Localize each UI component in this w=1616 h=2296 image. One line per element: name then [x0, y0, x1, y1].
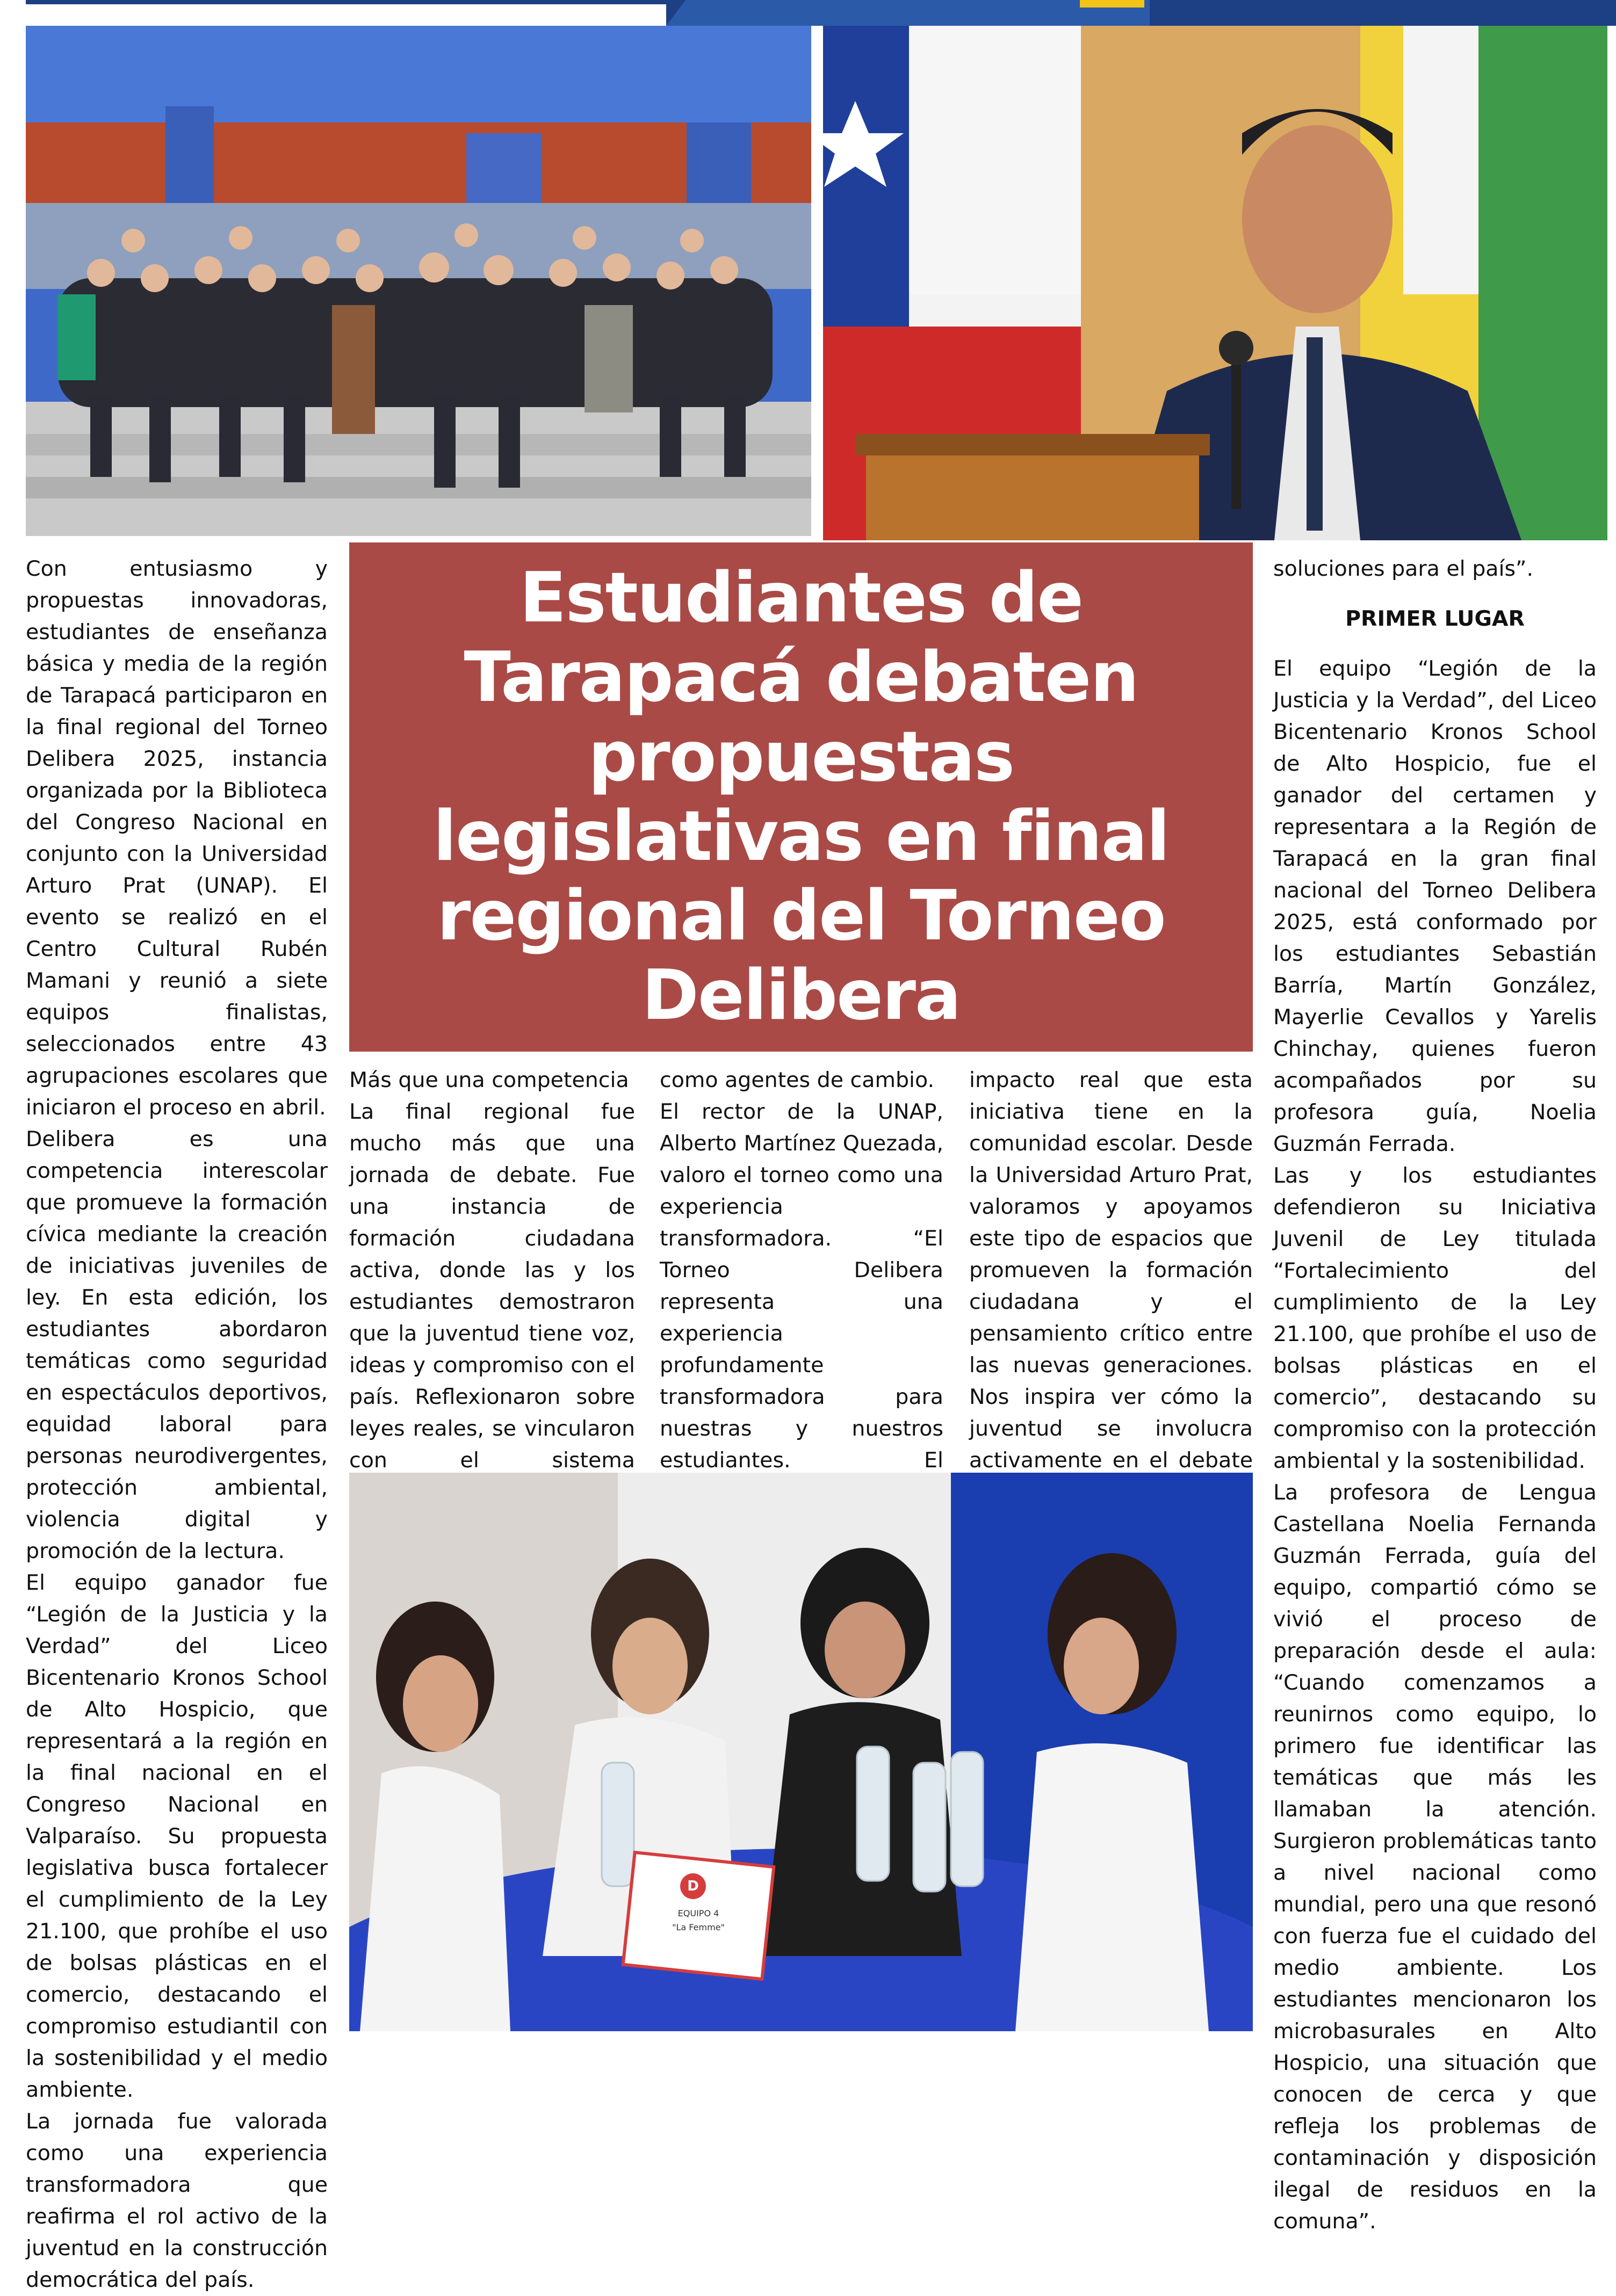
speaker-photo [823, 26, 1607, 540]
page-title: Estudiantes de Tarapacá debaten propuestas legislativas en final regional del Torneo Delibera [433, 558, 1169, 1035]
header-yellow-accent [1080, 0, 1144, 8]
paragraph: Con entusiasmo y propuestas innovadoras, estudiantes de enseñanza básica y media de la región de Tarapacá participaron en la final regional del Torneo Delibera 2025, instancia organizada por la Biblioteca del Congreso Nacional en conjunto con la Universidad Arturo Prat (UNAP). El evento se realizó en el Centro Cultural Rubén Mamani y reunió a siete equipos finalistas, seleccionados entre 43 agrupaciones escolares que iniciaron el proceso en abril. [26, 556, 328, 1120]
header-rule [26, 0, 670, 4]
paragraph: soluciones para el país”. [1273, 556, 1534, 581]
article-column-1 [26, 553, 328, 2296]
students-photo [349, 1473, 1253, 2031]
table-card-team: EQUIPO 4 [677, 1908, 719, 1918]
article-column-4 [969, 1064, 1253, 1508]
paragraph: La profesora de Lengua Castellana Noelia Fernanda Guzmán Ferrada, guía del equipo, compartió cómo se vivió el proceso de preparación desde el aula: “Cuando comenzamos a reunirnos como equipo, lo primero fue identificar las temáticas que más les llamaban la atención. Surgieron problemáticas tanto a nivel nacional como mundial, pero una que resonó con fuerza fue el cuidado del medio ambiente. Los estudiantes mencionaron los microbasurales en Alto Hospicio, una situación que conocen de cerca y que refleja los problemas de contaminación y disposición ilegal de residuos en la comuna”. [1273, 1480, 1597, 2234]
paragraph: El equipo “Legión de la Justicia y la Verdad”, del Liceo Bicentenario Kronos School de Alto Hospicio, fue el ganador del certamen y representara a la Región de Tarapacá en la gran final nacional del Torneo Delibera 2025, está conformado por los estudiantes Sebastián Barría, Martín González, Mayerlie Cevallos y Yarelis Chinchay, quienes fueron acompañados por su profesora guía, Noelia Guzmán Ferrada. [1273, 656, 1597, 1156]
paragraph: Las y los estudiantes defendieron su Iniciativa Juvenil de Ley titulada “Fortalecimiento del cumplimiento de la Ley 21.100, que prohíbe el uso de bolsas plásticas en el comercio”, destacando su compromiso con la protección ambiental y la sostenibilidad. [1273, 1163, 1597, 1473]
paragraph: El equipo ganador fue “Legión de la Justicia y la Verdad” del Liceo Bicentenario Kronos School de Alto Hospicio, que representará a la región en la final nacional en el Congreso Nacional en Valparaíso. Su propuesta legislativa busca fortalecer el cumplimiento de la Ley 21.100, que prohíbe el uso de bolsas plásticas en el comercio, destacando el compromiso estudiantil con la sostenibilidad y el medio ambiente. [26, 1570, 328, 2102]
header-band-accent [666, 0, 1150, 26]
headline-box [349, 542, 1253, 1052]
paragraph: Delibera es una competencia interescolar que promueve la formación cívica mediante la creación de iniciativas juveniles de ley. En esta edición, los estudiantes abordaron temáticas como seguridad en espectáculos deportivos, equidad laboral para personas neurodivergentes, protección ambiental, violencia digital y promoción de la lectura. [26, 1127, 328, 1563]
header-bar [0, 0, 1616, 26]
table-card-letter: D [687, 1878, 699, 1894]
section-heading: PRIMER LUGAR [1345, 606, 1525, 631]
paragraph: impacto real que esta iniciativa tiene en la comunidad escolar. Desde la Universidad Arturo Prat, valoramos y apoyamos este tipo de espacios que promueven la formación ciudadana y el pensamiento crítico entre las nuevas generaciones. Nos inspira ver cómo la juventud se involucra activamente en el debate [969, 1068, 1253, 1473]
paragraph: La final regional fue mucho más que una jornada de debate. Fue una instancia de formación ciudadana activa, donde las y los estudiantes demostraron que la juventud tiene voz, ideas y compromiso con el país. Reflexionaron sobre leyes reales, se vincularon con el sistema [349, 1099, 635, 1473]
paragraph: como agentes de cambio. [660, 1068, 935, 1092]
group-photo [26, 26, 811, 536]
table-card-name: "La Femme" [672, 1922, 725, 1932]
section-heading: Más que una competencia [349, 1068, 629, 1092]
paragraph: La jornada fue valorada como una experiencia transformadora que reafirma el rol activo de la juventud en la construcción democrática del país. [26, 2109, 328, 2292]
article-column-2 [349, 1064, 635, 1540]
paragraph: El rector de la UNAP, Alberto Martínez Quezada, valoro el torneo como una experiencia transformadora. “El Torneo Delibera representa una experiencia profundamente transformadora para nuestras y nuestros estudiantes. El [660, 1099, 943, 1473]
article-column-5 [1273, 553, 1597, 2237]
